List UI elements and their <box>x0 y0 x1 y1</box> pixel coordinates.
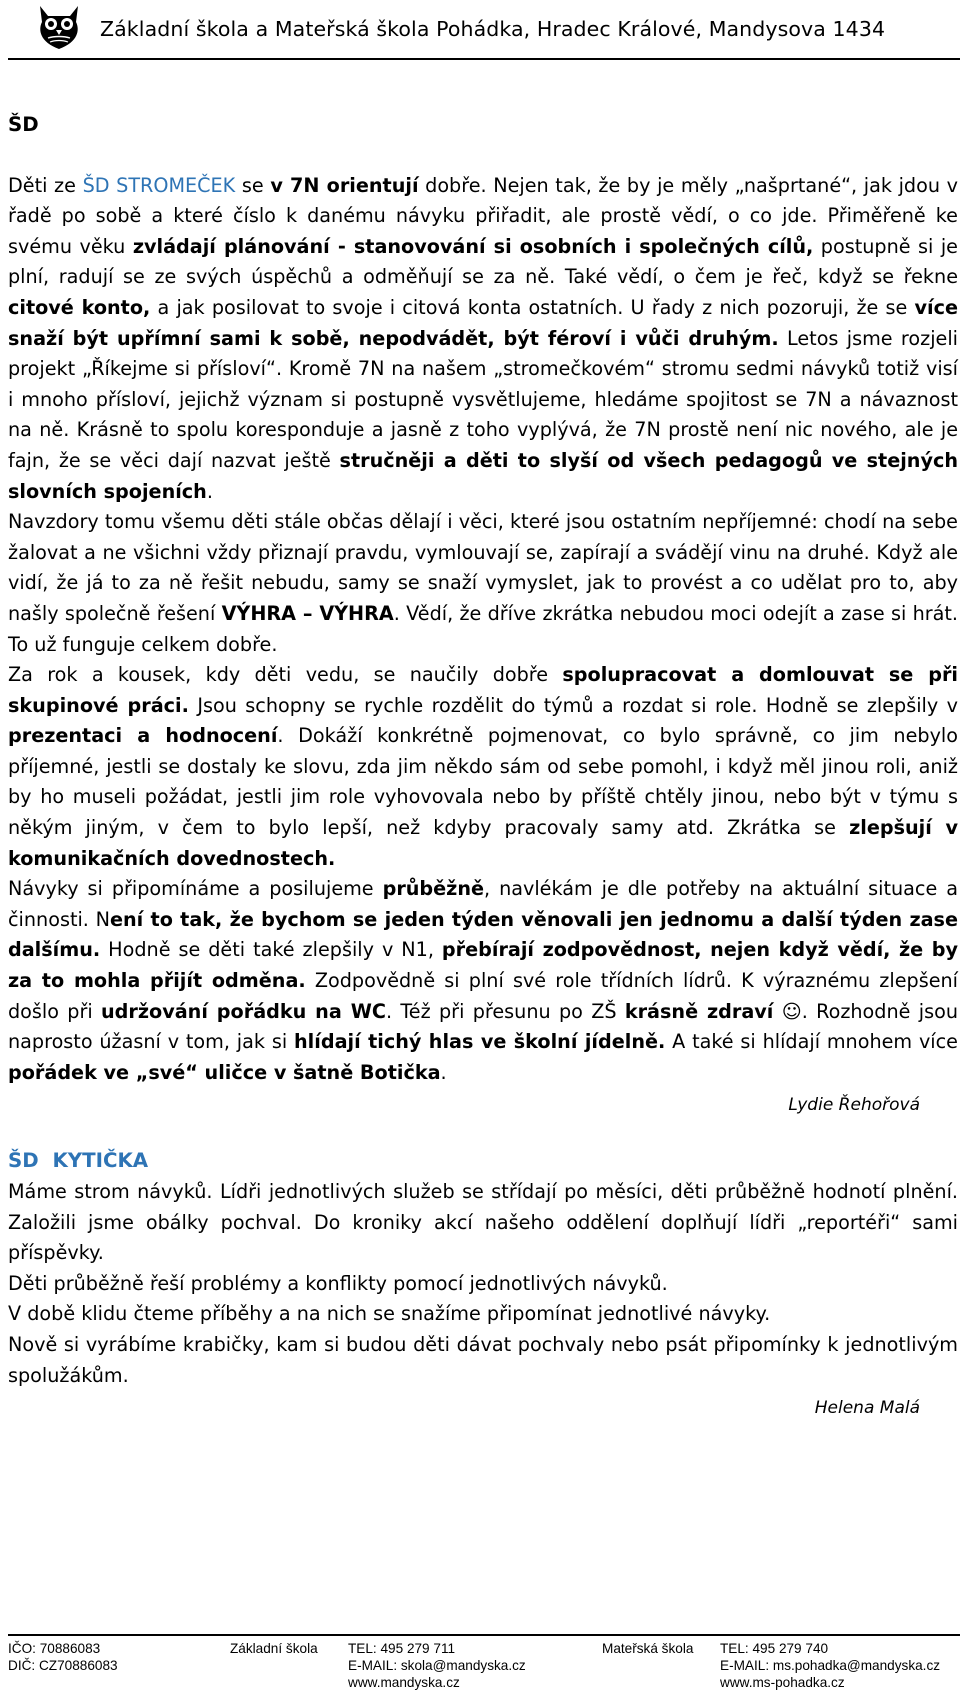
header-divider <box>8 58 960 60</box>
paragraph: V době klidu čteme příběhy a na nich se snažíme připomínat jednotlivé návyky. <box>8 1302 771 1326</box>
school-name: Základní škola a Mateřská škola Pohádka, Hradec Králové, Mandysova 1434 <box>100 17 886 41</box>
text-run: Zodpovědně si plní své role třídních lídrů. K výraznému zlepšení došlo při <box>8 969 958 1023</box>
bold-text: přebírají zodpovědnost, nejen když vědí, že by za to mohla přijít odměna. <box>8 938 958 993</box>
bold-text: ení to tak, že bychom se jeden týden věnovali jen jednomu a další týden zase dalšímu. <box>8 907 958 962</box>
bold-text: pořádek ve „své“ uličce v šatně Botička <box>8 1060 441 1084</box>
bold-text: VÝHRA – VÝHRA <box>221 601 394 625</box>
bold-text: zvládají plánování - stanovování si osobních i společných cílů, <box>132 234 814 258</box>
text-run: Hodně se děti také zlepšily v N1, <box>100 938 442 962</box>
page-footer <box>0 1630 960 1693</box>
text-run: dobře. Nejen tak, že by je měly „našprtané“, jak jdou v řadě po sobě a které číslo k danému návyku přiřadit, ale prostě vědí, o co jde. Přiměřeně ke svému věku <box>8 173 958 258</box>
footer-ms-label: Mateřská škola <box>602 1641 694 1656</box>
text-run: . <box>206 479 213 503</box>
bold-text: spolupracovat a domlouvat se při skupinové práci. <box>8 663 958 717</box>
bold-text: více snaží být upřímní sami k sobě, nepodvádět, být féroví i vůči druhým. <box>8 295 958 350</box>
text-run: Za rok a kousek, kdy děti vedu, se naučily dobře <box>8 663 563 687</box>
page-header <box>0 0 960 60</box>
footer-dic: DIČ: CZ70886083 <box>8 1658 118 1673</box>
text-run: . Vědí, že dříve zkrátka nebudou moci odejít a zase si hrát. To už funguje celkem dobře. <box>8 601 959 656</box>
bold-text: v 7N orientují <box>270 173 419 197</box>
text-run: Návyky si připomínáme a posilujeme <box>8 877 383 901</box>
bold-text: stručněji a děti to slyší od všech pedagogů ve stejných slovních spojeních <box>8 448 958 503</box>
paragraph: Děti průběžně řeší problémy a konflikty pomocí jednotlivých návyků. <box>8 1271 668 1295</box>
paragraph <box>8 507 958 660</box>
bold-text: hlídají tichý hlas ve školní jídelně. <box>294 1030 666 1054</box>
paragraph <box>8 660 958 874</box>
footer-ms-email[interactable]: E-MAIL: ms.pohadka@mandyska.cz <box>720 1658 941 1673</box>
paragraph: Nově si vyrábíme krabičky, kam si budou děti dávat pochvaly nebo psát připomínky k jednotlivým spolužákům. <box>8 1332 958 1387</box>
footer-ms-tel: TEL: 495 279 740 <box>720 1641 829 1656</box>
text-run: . Též při přesunu po ZŠ <box>385 999 625 1023</box>
owl-logo-icon <box>34 2 84 50</box>
text-run: postupně si je plní, radují se ze svých úspěchů a odměňují se za ně. Také vědí, o čem je řeč, když se řekne <box>8 234 958 289</box>
text-run: se <box>235 173 271 197</box>
bold-text: průběžně <box>382 877 485 901</box>
text-run: . Dokáží konkrétně pojmenovat, co bylo správně, co jim nebylo příjemné, jestli se dostaly ke slovu, zda jim někdo sám od sebe pomohl, i když měl jinou roli, aniž by ho museli požádat, jestli jim role vyhovovala nebo by příště chtěly jinou, nebo být v týmu s někým jiným, v čem to bylo lepší, než kdyby pracovaly samy atd. Zkrátka se <box>8 724 958 840</box>
document-body <box>8 110 958 1425</box>
text-run: Děti ze <box>8 173 83 197</box>
footer-divider <box>8 1634 960 1636</box>
section-title-sd: ŠD <box>8 113 39 136</box>
footer-zs-tel: TEL: 495 279 711 <box>348 1641 456 1656</box>
footer-zs-label: Základní škola <box>230 1641 318 1656</box>
text-run: ☺. Rozhodně jsou naprosto úžasní v tom, jak si <box>8 999 958 1054</box>
bold-text: zlepšují v komunikačních dovednostech. <box>8 816 958 870</box>
text-run: A také si hlídají mnohem více <box>665 1030 958 1054</box>
section-title-kyticka: ŠD KYTIČKA <box>8 1149 149 1173</box>
paragraph: Máme strom návyků. Lídři jednotlivých služeb se střídají po měsíci, děti průběžně hodnotí plnění. Založili jsme obálky pochval. Do kroniky akcí našeho oddělení doplňují lídři „reportéři“ sami příspěvky. <box>8 1180 958 1265</box>
paragraph <box>8 171 958 508</box>
text-run: Navzdory tomu všemu děti stále občas dělají i věci, které jsou ostatním nepříjemné: chodí na sebe žalovat a ne všichni vždy přiznají pravdu, vymlouvají se, zapírají a svádějí vinu na druhé. Když ale vidí, že já to za ně řešit nebudu, samy se snaží vymyslet, jak to provést a co udělat pro to, aby našly společně řešení <box>8 510 958 625</box>
paragraph <box>8 874 958 1088</box>
bold-text: krásně zdraví <box>624 999 774 1023</box>
signature-helena: Helena Malá <box>814 1398 920 1419</box>
signature-lydie: Lydie Řehořová <box>788 1095 920 1116</box>
footer-zs-web[interactable]: www.mandyska.cz <box>348 1675 460 1690</box>
footer-zs-email[interactable]: E-MAIL: skola@mandyska.cz <box>348 1658 526 1673</box>
text-run: Jsou schopny se rychle rozdělit do týmů a rozdat si role. Hodně se zlepšily v <box>188 693 958 717</box>
text-run: , navlékám je dle potřeby na aktuální situace a činnosti. N <box>8 877 958 931</box>
highlight-blue-text: ŠD STROMEČEK <box>82 173 236 197</box>
text-run: a jak posilovat to svoje i citová konta ostatních. U řady z nich pozoruji, že se <box>150 295 915 319</box>
bold-text: udržování pořádku na WC <box>101 999 386 1023</box>
bold-text: prezentaci a hodnocení <box>8 724 278 748</box>
footer-ms-web[interactable]: www.ms-pohadka.cz <box>720 1675 845 1690</box>
footer-ico: IČO: 70886083 <box>8 1641 101 1656</box>
bold-text: citové konto, <box>8 295 151 319</box>
text-run: . <box>440 1060 447 1084</box>
text-run: Letos jsme rozjeli projekt „Říkejme si přísloví“. Kromě 7N na našem „stromečkovém“ stromu sedmi návyků totiž visí i mnoho přísloví, jejichž význam si postupně vysvětlujeme, hledáme spojitost se 7N a návaznost na ně. Krásně to spolu koresponduje a jasně z toho vyplývá, že 7N prostě není nic nového, ale je fajn, že se věci dají nazvat ještě <box>8 326 958 472</box>
